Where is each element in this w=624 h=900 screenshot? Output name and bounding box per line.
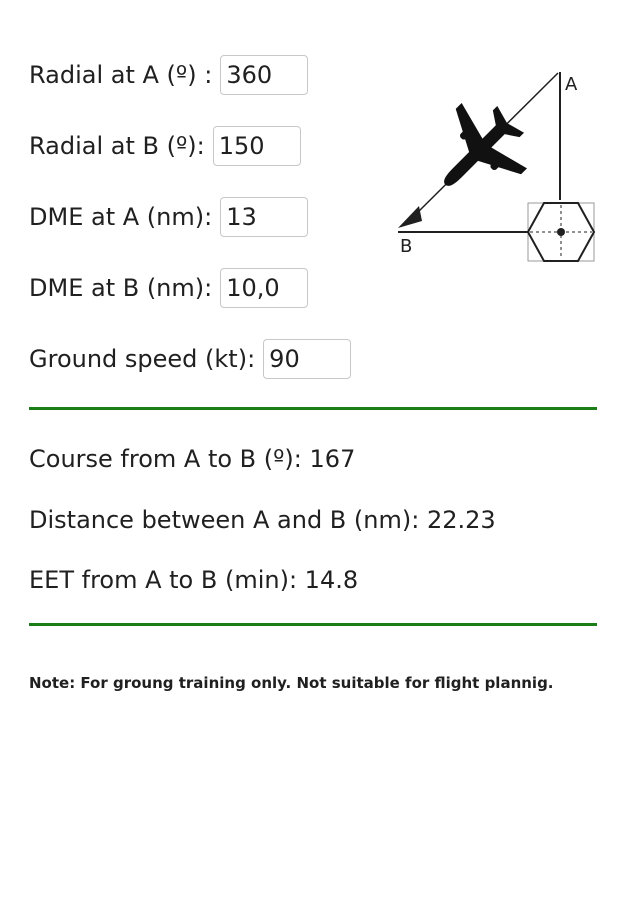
dme-a-row [29,196,308,238]
ground-speed-row [29,338,351,380]
dme-a-input[interactable] [220,197,308,237]
navigation-diagram [390,60,605,270]
eet-result [29,565,358,595]
label-a: A [565,74,578,95]
course-result [29,444,355,474]
distance-result [29,505,496,535]
divider-top [29,407,597,410]
course-value: 167 [309,445,356,473]
vor-station-icon [528,203,594,261]
arrow-icon [398,206,422,228]
dme-b-row [29,267,308,309]
dme-b-label: DME at B (nm): [29,274,213,302]
label-b: B [400,236,413,257]
radial-a-label: Radial at A (º) : [29,61,213,89]
radial-b-input[interactable] [213,126,301,166]
dme-a-label: DME at A (nm): [29,203,213,231]
divider-bottom [29,623,597,626]
radial-a-input[interactable] [220,55,308,95]
distance-label: Distance between A and B (nm): [29,506,420,534]
radial-b-row [29,125,301,167]
disclaimer-note: Note: For groung training only. Not suitable for flight plannig. [29,674,554,692]
ground-speed-input[interactable] [263,339,351,379]
eet-value: 14.8 [304,566,359,594]
ground-speed-label: Ground speed (kt): [29,345,256,373]
distance-value: 22.23 [426,506,496,534]
eet-label: EET from A to B (min): [29,566,298,594]
radial-b-label: Radial at B (º): [29,132,205,160]
course-label: Course from A to B (º): [29,445,302,473]
radial-a-row [29,54,308,96]
dme-b-input[interactable] [220,268,308,308]
